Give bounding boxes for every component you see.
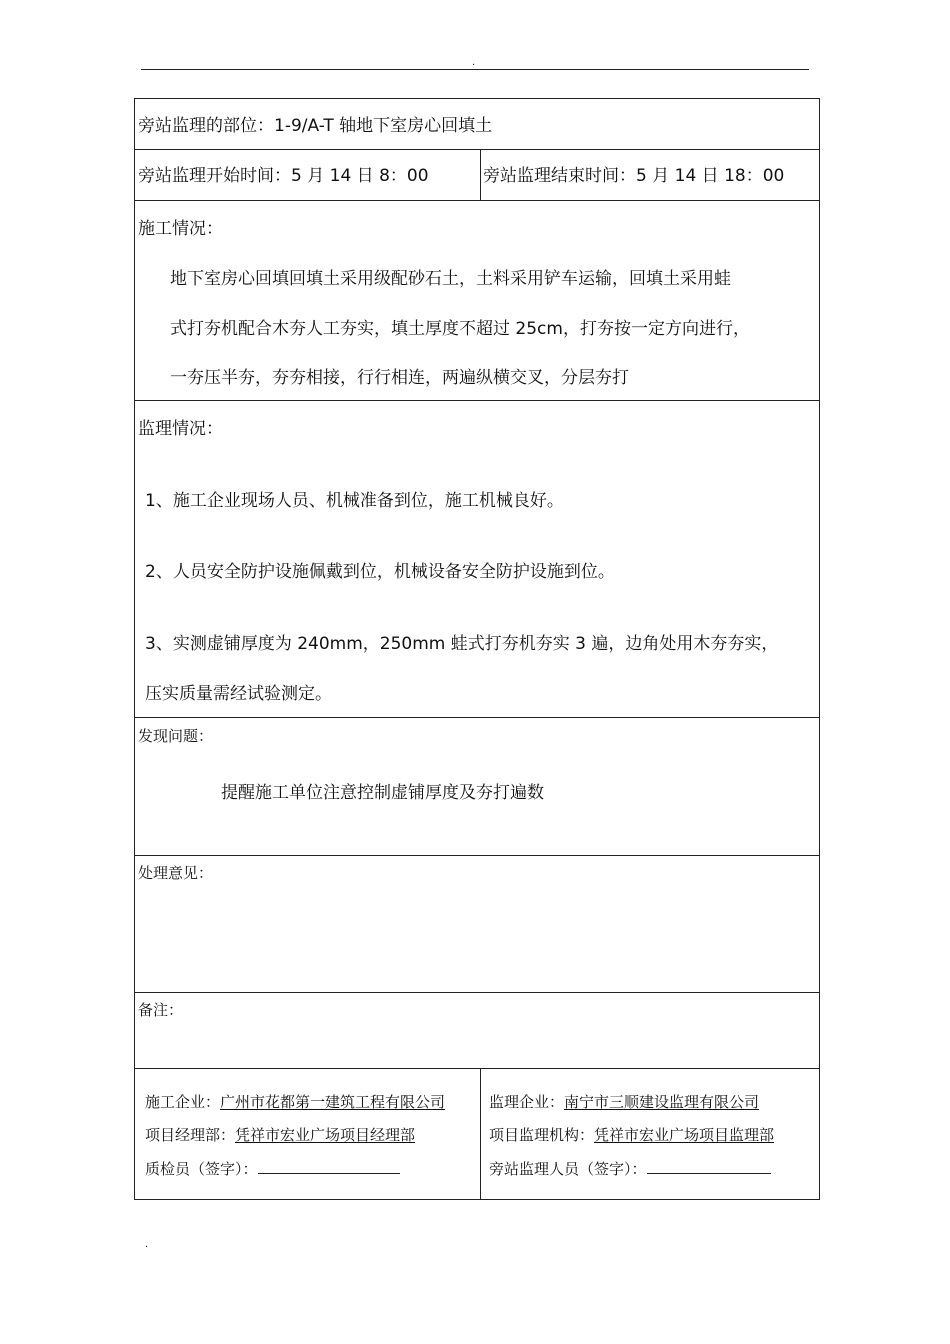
- contractor-inspector: [145, 1159, 400, 1178]
- location-value: 1-9/A-T 轴地下室房心回填土: [274, 116, 493, 136]
- remarks-label: 备注：: [138, 1001, 184, 1019]
- contractor-company: [145, 1093, 445, 1111]
- column-divider: [480, 1069, 481, 1199]
- supervision-record-form: [134, 98, 820, 1200]
- supervisor-dept-value: 凭祥市宏业广场项目监理部: [594, 1126, 775, 1144]
- end-time-value: 5 月 14 日 18：00: [636, 166, 785, 186]
- start-time-value: 5 月 14 日 8：00: [291, 166, 429, 186]
- handling-row: [135, 856, 819, 993]
- construction-line: 地下室房心回填回填土采用级配砂石土，土料采用铲车运输，回填土采用蛙: [170, 269, 731, 289]
- supervision-item: 2、人员安全防护设施佩戴到位，机械设备安全防护设施到位。: [145, 562, 615, 582]
- header-rule: [141, 69, 809, 70]
- supervisor-dept: [489, 1126, 774, 1144]
- signature-row: [135, 1069, 819, 1199]
- contractor-company-label: 施工企业：: [145, 1093, 221, 1111]
- header-dot: .: [472, 57, 476, 68]
- contractor-inspector-label: 质检员（签字）：: [145, 1160, 258, 1178]
- time-row: [135, 150, 819, 201]
- construction-label: 施工情况：: [138, 219, 223, 239]
- supervisor-company-label: 监理企业：: [489, 1093, 565, 1111]
- supervisor-company-value: 南宁市三顺建设监理有限公司: [564, 1093, 760, 1111]
- footer-dot: .: [145, 1239, 149, 1250]
- issues-label: 发现问题：: [138, 727, 214, 745]
- supervision-item: 3、实测虚铺厚度为 240mm，250mm 蛙式打夯机夯实 3 遍，边角处用木夯夯实，: [145, 634, 779, 654]
- supervision-item: 1、施工企业现场人员、机械准备到位，施工机械良好。: [145, 491, 564, 511]
- supervisor-dept-label: 项目监理机构：: [489, 1126, 595, 1144]
- location-label: 旁站监理的部位：: [138, 116, 274, 136]
- supervisor-company: [489, 1093, 759, 1111]
- contractor-dept: [145, 1126, 415, 1144]
- construction-line: 一夯压半夯，夯夯相接，行行相连，两遍纵横交叉，分层夯打: [170, 368, 629, 388]
- start-time-label: 旁站监理开始时间：: [138, 166, 291, 186]
- construction-line: 式打夯机配合木夯人工夯实，填土厚度不超过 25cm，打夯按一定方向进行，: [170, 319, 750, 339]
- supervisor-signature-line[interactable]: [647, 1159, 771, 1174]
- contractor-dept-label: 项目经理部：: [145, 1126, 236, 1144]
- issues-row: [135, 718, 819, 856]
- handling-label: 处理意见：: [138, 864, 214, 882]
- end-time-label: 旁站监理结束时间：: [483, 166, 636, 186]
- supervisor-inspector: [489, 1159, 771, 1178]
- location-row: [135, 99, 819, 150]
- supervision-item: 压实质量需经试验测定。: [145, 684, 332, 704]
- contractor-dept-value: 凭祥市宏业广场项目经理部: [235, 1126, 416, 1144]
- supervision-label: 监理情况：: [138, 419, 223, 439]
- contractor-signature-line[interactable]: [258, 1159, 400, 1174]
- remarks-row: [135, 993, 819, 1069]
- column-divider: [480, 150, 481, 200]
- supervisor-inspector-label: 旁站监理人员（签字）：: [489, 1160, 647, 1178]
- construction-row: [135, 201, 819, 401]
- contractor-company-value: 广州市花都第一建筑工程有限公司: [220, 1093, 446, 1111]
- supervision-row: [135, 401, 819, 718]
- issues-text: 提醒施工单位注意控制虚铺厚度及夯打遍数: [221, 783, 544, 803]
